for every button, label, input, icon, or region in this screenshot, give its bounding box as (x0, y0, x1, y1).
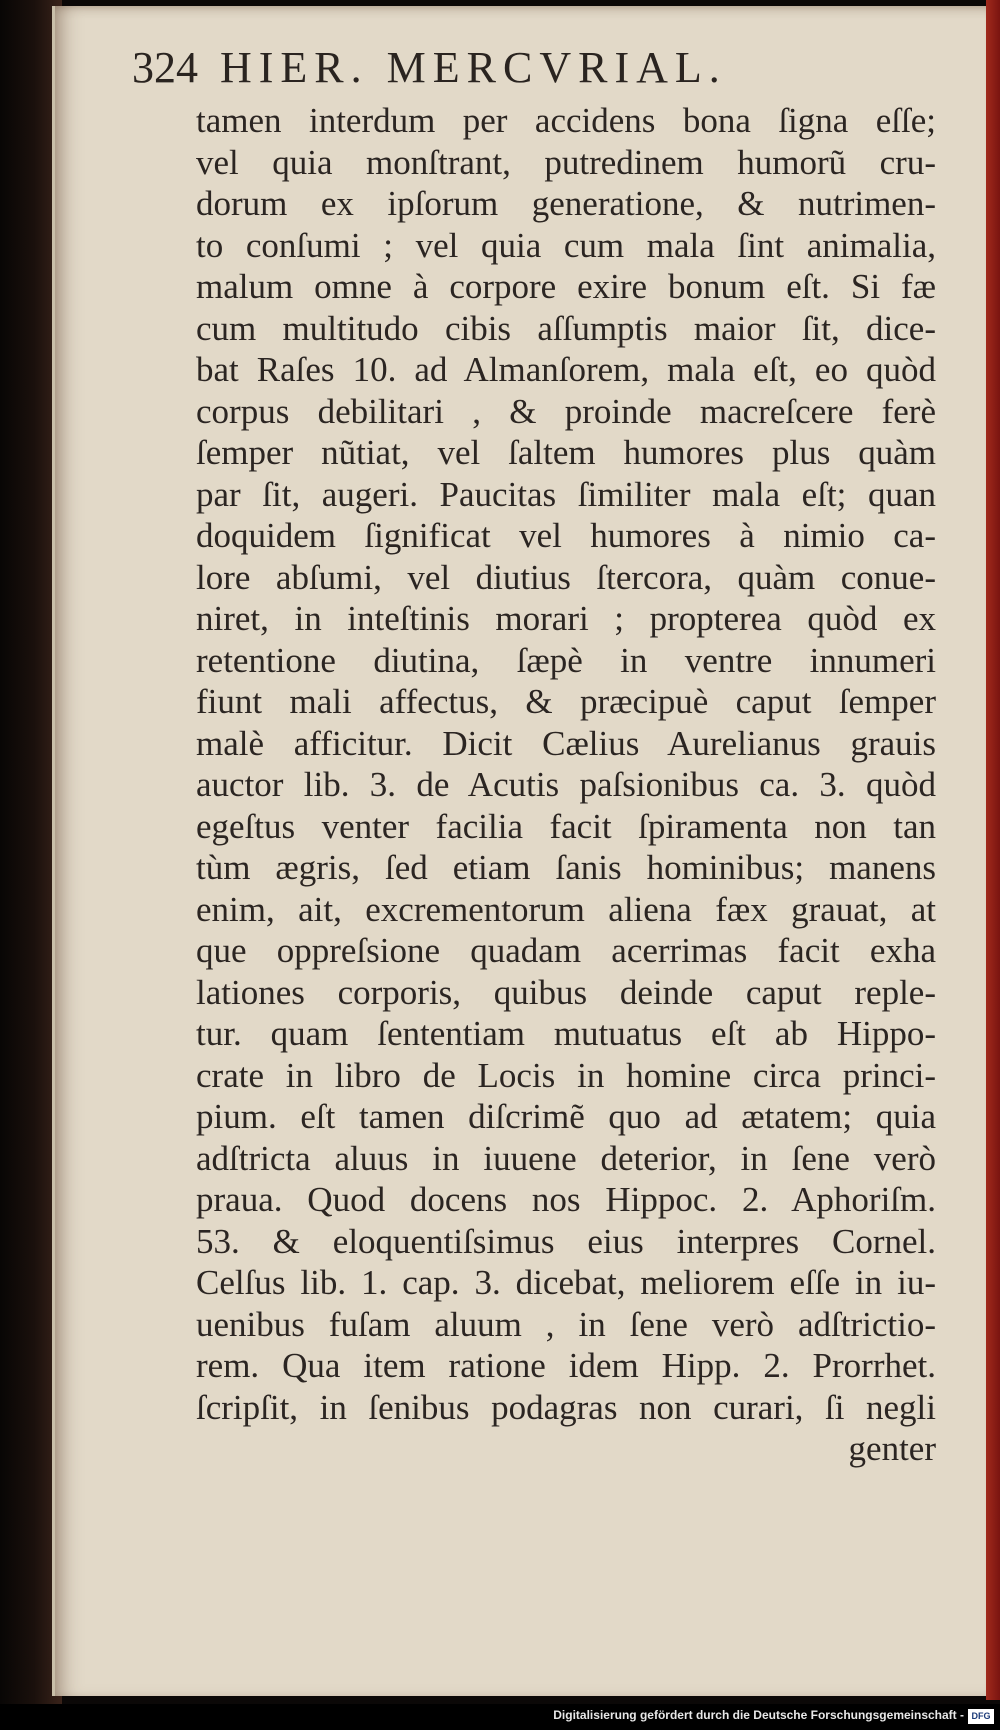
text-line: uenibus fuſam aluum , in ſene verò adſtrictio- (196, 1304, 936, 1344)
text-line: tur. quam ſententiam mutuatus eſt ab Hippo- (196, 1014, 936, 1053)
text-line: egeſtus venter facilia facit ſpiramenta non tan (196, 806, 936, 846)
page-number: 324 (132, 43, 198, 92)
text-line: tamen interdum per accidens bona ſigna eſſe; (196, 101, 936, 140)
text-line: rem. Qua item ratione idem Hipp. 2. Prorrhet. (196, 1346, 936, 1385)
text-line: Celſus lib. 1. cap. 3. dicebat, meliorem eſſe in iu- (196, 1263, 936, 1302)
text-line: enim, ait, excrementorum aliena fæx grauat, at (196, 889, 936, 929)
funding-notice: Digitalisierung gefördert durch die Deutsche Forschungsgemeinschaft - (553, 1708, 964, 1722)
text-line: doquidem ſignificat vel humores à nimio ca- (196, 516, 936, 555)
dfg-logo: DFG (968, 1709, 994, 1724)
text-line: par ſit, augeri. Paucitas ſimiliter mala eſt; quan (196, 474, 936, 514)
text-line: 53. & eloquentiſsimus eius interpres Cornel. (196, 1221, 936, 1261)
text-line: fiunt mali affectus, & præcipuè caput ſemper (196, 682, 936, 721)
text-line: malum omne à corpore exire bonum eſt. Si fæ (196, 267, 936, 306)
running-title: HIER. MERCVRIAL. (220, 43, 727, 92)
text-line: bat Raſes 10. ad Almanſorem, mala eſt, eo quòd (196, 350, 936, 389)
digitization-footer (0, 1704, 1000, 1730)
text-line: lationes corporis, quibus deinde caput reple- (196, 972, 936, 1012)
catchword: genter (848, 1429, 936, 1468)
text-line: ſcripſit, in ſenibus podagras non curari, ſi negli (196, 1387, 936, 1427)
text-line: praua. Quod docens nos Hippoc. 2. Aphoriſm. (196, 1180, 936, 1219)
text-line: crate in libro de Locis in homine circa princi- (196, 1055, 936, 1095)
text-line: que oppreſsione quadam acerrimas facit exha (196, 931, 936, 970)
text-line: vel quia monſtrant, putredinem humorũ cru- (196, 142, 936, 182)
body-text (196, 100, 936, 1470)
text-line: corpus debilitari , & proinde macreſcere ferè (196, 391, 936, 431)
text-line: auctor lib. 3. de Acutis paſsionibus ca. 3. quòd (196, 765, 936, 804)
running-head (132, 38, 852, 98)
text-line: retentione diutina, ſæpè in ventre innumeri (196, 640, 936, 680)
text-line: dorum ex ipſorum generatione, & nutrimen- (196, 184, 936, 223)
red-page-edge (986, 0, 1000, 1700)
text-line: lore abſumi, vel diutius ſtercora, quàm conue- (196, 557, 936, 597)
text-line: cum multitudo cibis aſſumptis maior ſit, dice- (196, 308, 936, 348)
text-line: malè afficitur. Dicit Cælius Aurelianus grauis (196, 723, 936, 763)
text-line: ſemper nũtiat, vel ſaltem humores plus quàm (196, 433, 936, 472)
text-line: to conſumi ; vel quia cum mala ſint animalia, (196, 225, 936, 265)
text-line: niret, in inteſtinis morari ; propterea quòd ex (196, 599, 936, 638)
text-line: pium. eſt tamen diſcrimẽ quo ad ætatem; quia (196, 1097, 936, 1136)
text-line: adſtricta aluus in iuuene deterior, in ſene verò (196, 1138, 936, 1178)
text-line: tùm ægris, ſed etiam ſanis hominibus; manens (196, 848, 936, 887)
